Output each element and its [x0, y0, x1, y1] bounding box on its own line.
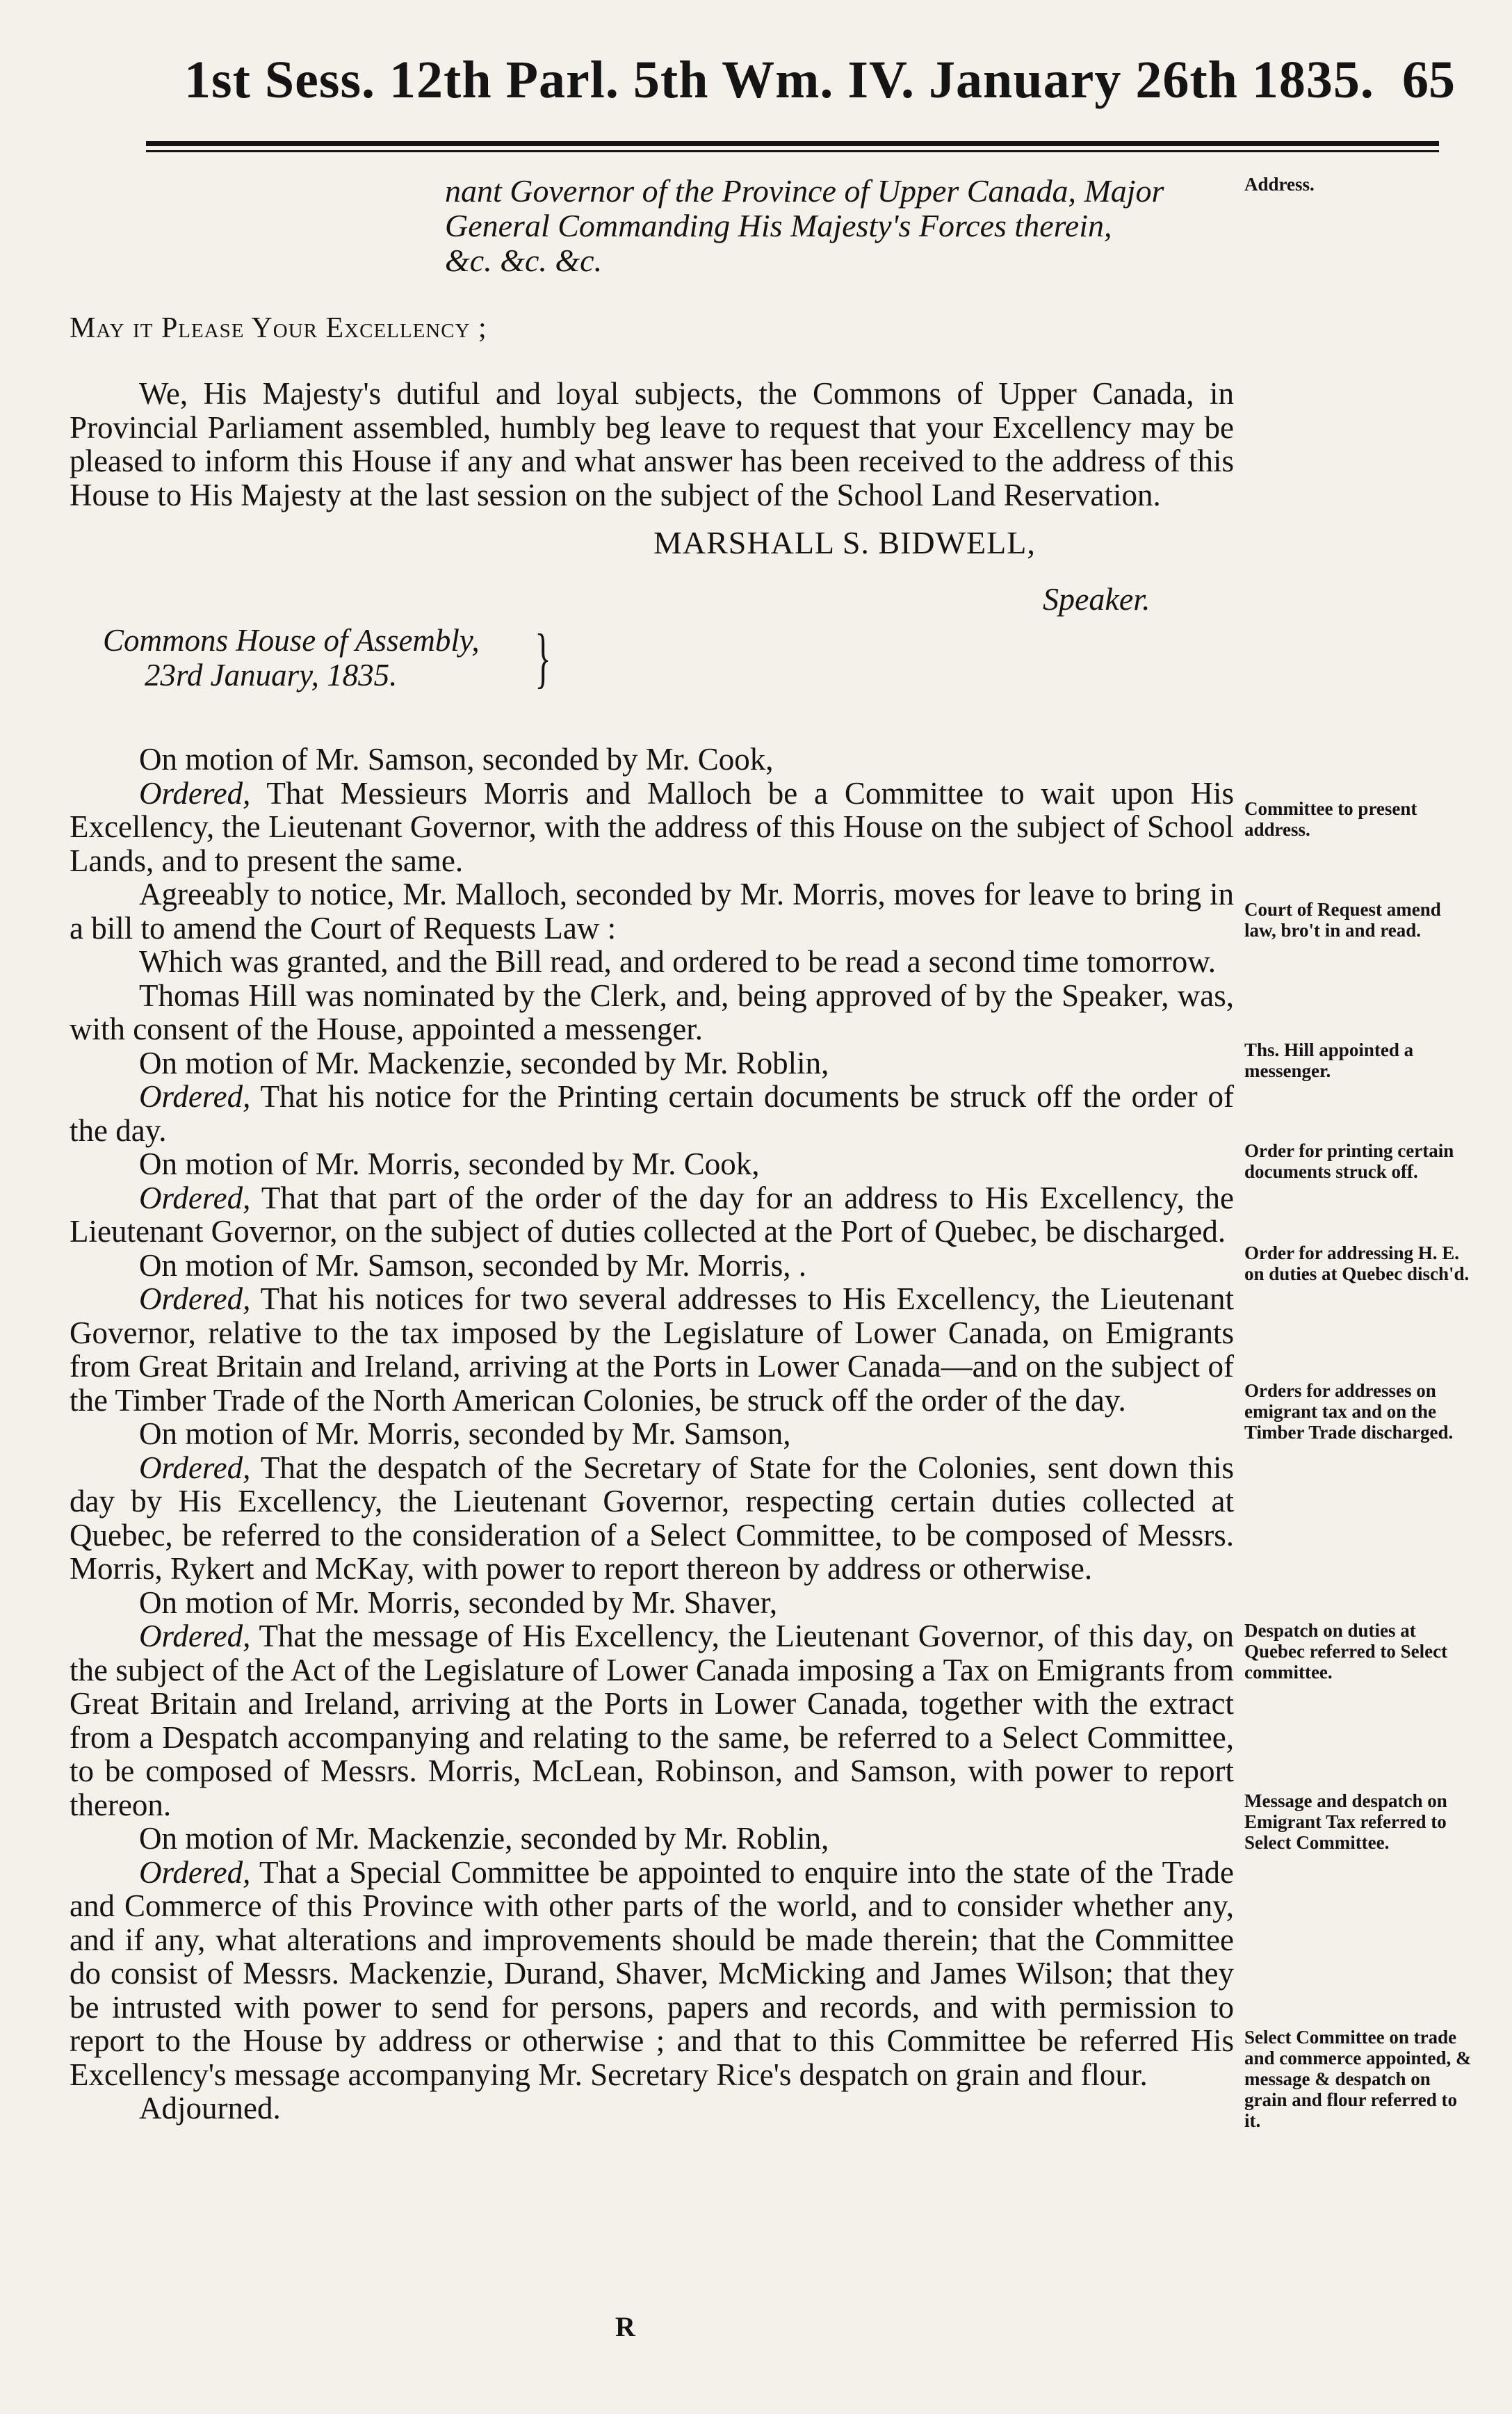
- margin-note-court: Court of Request amend law, bro't in and read.: [1244, 899, 1441, 941]
- speaker-signature: MARSHALL S. BIDWELL,: [653, 525, 1036, 560]
- margin-note-message: Message and despatch on Emigrant Tax referred to Select Committee.: [1244, 1790, 1447, 1853]
- ordered-entry: [70, 1080, 1234, 1147]
- motion-entry: On motion of Mr. Samson, seconded by Mr. Morris, .: [139, 1247, 806, 1283]
- margin-note-duties: Order for addressing H. E. on duties at Quebec disch'd.: [1244, 1242, 1470, 1284]
- adjourned: Adjourned.: [139, 2091, 281, 2125]
- address-title-line: General Commanding His Majesty's Forces therein,: [445, 208, 1112, 243]
- ordered-text: That the despatch of the Secretary of State for the Colonies, sent down this day by His Excellency, the Lieutenant Governor, respecting certain duties collected at Quebec, be referred to the consideration of a Select Committee, to be composed of Messrs. Morris, Rykert and McKay, with power to report thereon by address or otherwise.: [70, 1450, 1234, 1586]
- proceeding-entry: Which was granted, and the Bill read, and ordered to be read a second time tomorrow.: [139, 944, 1217, 979]
- date: 23rd January, 1835.: [145, 658, 398, 692]
- ordered-text: That his notice for the Printing certain documents be struck off the order of the day.: [70, 1079, 1234, 1148]
- page-number: 65: [1402, 51, 1455, 109]
- place-date-block: [103, 620, 590, 695]
- ordered-label: Ordered,: [139, 1079, 251, 1114]
- motion-entry: On motion of Mr. Samson, seconded by Mr. Cook,: [139, 742, 774, 777]
- margin-note-despatch: Despatch on duties at Quebec referred to Select committee.: [1244, 1620, 1448, 1683]
- header-rule-thick: [146, 141, 1439, 146]
- margin-note-trade: Select Committee on trade and commerce appointed, & message & despatch on grain and flour referred to it.: [1244, 2027, 1472, 2131]
- motion-entry: On motion of Mr. Morris, seconded by Mr. Cook,: [139, 1147, 760, 1181]
- ordered-text: That the message of His Excellency, the Lieutenant Governor, of this day, on the subject of the Act of the Legislature of Lower Canada imposing a Tax on Emigrants from Great Britain and Ireland, arriving at the Ports in Lower Canada, together with the extract from a Despatch accompanying and relating to the same, be referred to a Select Committee, to be composed of Messrs. Morris, McLean, Robinson, and Samson, with power to report thereon.: [70, 1619, 1234, 1822]
- motion-entry: On motion of Mr. Mackenzie, seconded by Mr. Roblin,: [139, 1821, 829, 1856]
- address-title-line: &c. &c. &c.: [445, 243, 603, 278]
- page-header: [0, 0, 1512, 146]
- motion-entry: On motion of Mr. Mackenzie, seconded by Mr. Roblin,: [139, 1045, 829, 1080]
- proceedings: [70, 743, 1234, 2091]
- margin-note-printing: Order for printing certain documents struck off.: [1244, 1140, 1454, 1182]
- proceeding-entry: Thomas Hill was nominated by the Clerk, and, being approved of by the Speaker, was, with consent of the House, appointed a messenger.: [70, 978, 1234, 1046]
- speaker-title: Speaker.: [1043, 581, 1151, 617]
- address-title-line: nant Governor of the Province of Upper Canada, Major: [445, 173, 1164, 209]
- ordered-entry: [70, 1619, 1234, 1822]
- place: Commons House of Assembly,: [103, 623, 480, 658]
- ordered-entry: [70, 1856, 1234, 2092]
- ordered-label: Ordered,: [139, 1854, 251, 1890]
- motion-entry: On motion of Mr. Morris, seconded by Mr. Samson,: [139, 1416, 791, 1451]
- margin-note-committee: Committee to present address.: [1244, 798, 1417, 840]
- margin-note-hill: Ths. Hill appointed a messenger.: [1244, 1039, 1414, 1081]
- ordered-text: That that part of the order of the day for an address to His Excellency, the Lieutenant Governor, on the subject of duties collected at the Port of Quebec, be discharged.: [70, 1180, 1234, 1249]
- ordered-text: That his notices for two several addresses to His Excellency, the Lieutenant Governor, relative to the tax imposed by the Legislature of Lower Canada, on Emigrants from Great Britain and Ireland, arriving at the Ports in Lower Canada—and on the subject of the Timber Trade of the North American Colonies, be struck off the order of the day.: [70, 1281, 1234, 1418]
- ordered-text: That a Special Committee be appointed to enquire into the state of the Trade and Commerce of this Province with other parts of the world, and to consider whether any, and if any, what alterations and improvements should be made therein; that the Committee do consist of Messrs. Mackenzie, Durand, Shaver, McMicking and James Wilson; that they be intrusted with power to send for persons, papers and records, and with permission to report to the House by address or otherwise ; and that to this Committee be referred His Excellency's message accompanying Mr. Secretary Rice's despatch on grain and flour.: [70, 1854, 1234, 2092]
- margin-note-emigrant: Orders for addresses on emigrant tax and on the Timber Trade discharged.: [1244, 1380, 1454, 1443]
- ordered-label: Ordered,: [139, 1619, 251, 1653]
- ordered-text: That Messieurs Morris and Malloch be a Committee to wait upon His Excellency, the Lieutenant Governor, with the address of this House on the subject of School Lands, and to present the same.: [70, 775, 1234, 878]
- page-body: [70, 174, 1234, 2125]
- address-title: [445, 174, 1234, 278]
- salutation: May it Please Your Excellency ;: [70, 312, 487, 344]
- ordered-label: Ordered,: [139, 1180, 251, 1215]
- margin-note-address: Address.: [1244, 174, 1315, 195]
- motion-entry: On motion of Mr. Morris, seconded by Mr. Shaver,: [139, 1585, 778, 1620]
- ordered-entry: [70, 1181, 1234, 1249]
- ordered-entry: [70, 1451, 1234, 1586]
- ordered-entry: [70, 777, 1234, 878]
- ordered-label: Ordered,: [139, 1450, 251, 1485]
- ordered-label: Ordered,: [139, 775, 251, 811]
- address-body: We, His Majesty's dutiful and loyal subjects, the Commons of Upper Canada, in Provincial Parliament assembled, humbly beg leave to request that your Excellency may be pleased to inform this House if any and what answer has been received to the address of this House to His Majesty at the last session on the subject of the School Land Reservation.: [70, 376, 1234, 512]
- ordered-entry: [70, 1282, 1234, 1417]
- ordered-label: Ordered,: [139, 1281, 251, 1316]
- brace-glyph: }: [535, 620, 551, 695]
- running-head: 1st Sess. 12th Parl. 5th Wm. IV. January 26th 1835.: [184, 51, 1374, 109]
- signature-mark: R: [615, 2311, 635, 2342]
- proceeding-entry: Agreeably to notice, Mr. Malloch, seconded by Mr. Morris, moves for leave to bring in a bill to amend the Court of Requests Law :: [70, 877, 1234, 946]
- header-rule-thin: [146, 150, 1439, 152]
